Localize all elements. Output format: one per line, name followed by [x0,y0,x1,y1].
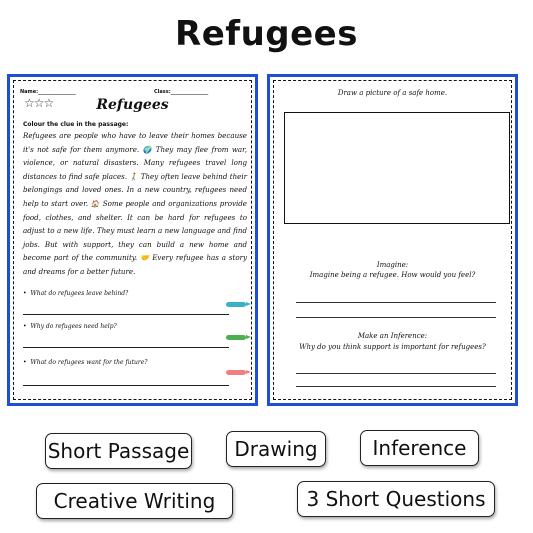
writing-line [296,373,496,374]
question-1: • What do refugees leave behind? [23,290,129,297]
class-field-label: Class:_______________ [154,89,209,95]
instruction-text: Colour the clue in the passage: [23,121,129,128]
answer-line [23,347,229,348]
answer-line [23,385,229,386]
crayon-icon [226,335,246,340]
product-title: Refugees [175,14,358,54]
writing-line [296,317,496,318]
tag-3-short-questions: 3 Short Questions [297,481,495,517]
inference-heading: Make an Inference: [357,332,428,340]
drawing-box [284,112,510,224]
tag-creative-writing: Creative Writing [36,483,233,519]
worksheet-page [7,74,258,406]
question-3-text: What do refugees want for the future? [30,359,148,366]
reading-passage: Refugees are people who have to leave their homes because it's not safe for them anymore. 🌍 They may flee from war, violence, or natural disasters. Many refugees travel long distances to find safe places. 🚶 They often leave behind their belongings and loved ones. In a new country, refugees need help to start over. 🏠 Some people and organizations provide food, clothes, and shelter. It can be hard for refugees to adjust to a new life. They must learn a new language and find jobs. But with support, they can build a new home and become part of the community. 🤝 Every refugee has a story and dreams for a better future. [23,131,247,276]
draw-prompt: Draw a picture of a safe home. [337,89,448,97]
question-1-text: What do refugees leave behind? [30,290,129,297]
imagine-heading: Imagine: [376,261,409,269]
question-2-text: Why do refugees need help? [30,323,117,330]
question-3: • What do refugees want for the future? [23,359,148,366]
worksheet-title: Refugees [96,97,169,113]
answer-line [23,314,229,315]
inference-prompt: Why do you think support is important for refugees? [299,343,486,351]
tag-short-passage: Short Passage [45,433,192,469]
name-field-label: Name:_______________ [20,89,76,95]
crayon-icon [226,302,246,307]
imagine-prompt: Imagine being a refugee. How would you feel? [309,271,476,279]
activity-page [267,74,518,406]
rating-stars-icon: ☆☆☆ [24,96,54,110]
writing-line [296,386,496,387]
writing-line [296,302,496,303]
crayon-icon [226,370,246,375]
tag-drawing: Drawing [226,431,326,467]
tag-inference: Inference [360,430,479,466]
question-2: • Why do refugees need help? [23,323,117,330]
